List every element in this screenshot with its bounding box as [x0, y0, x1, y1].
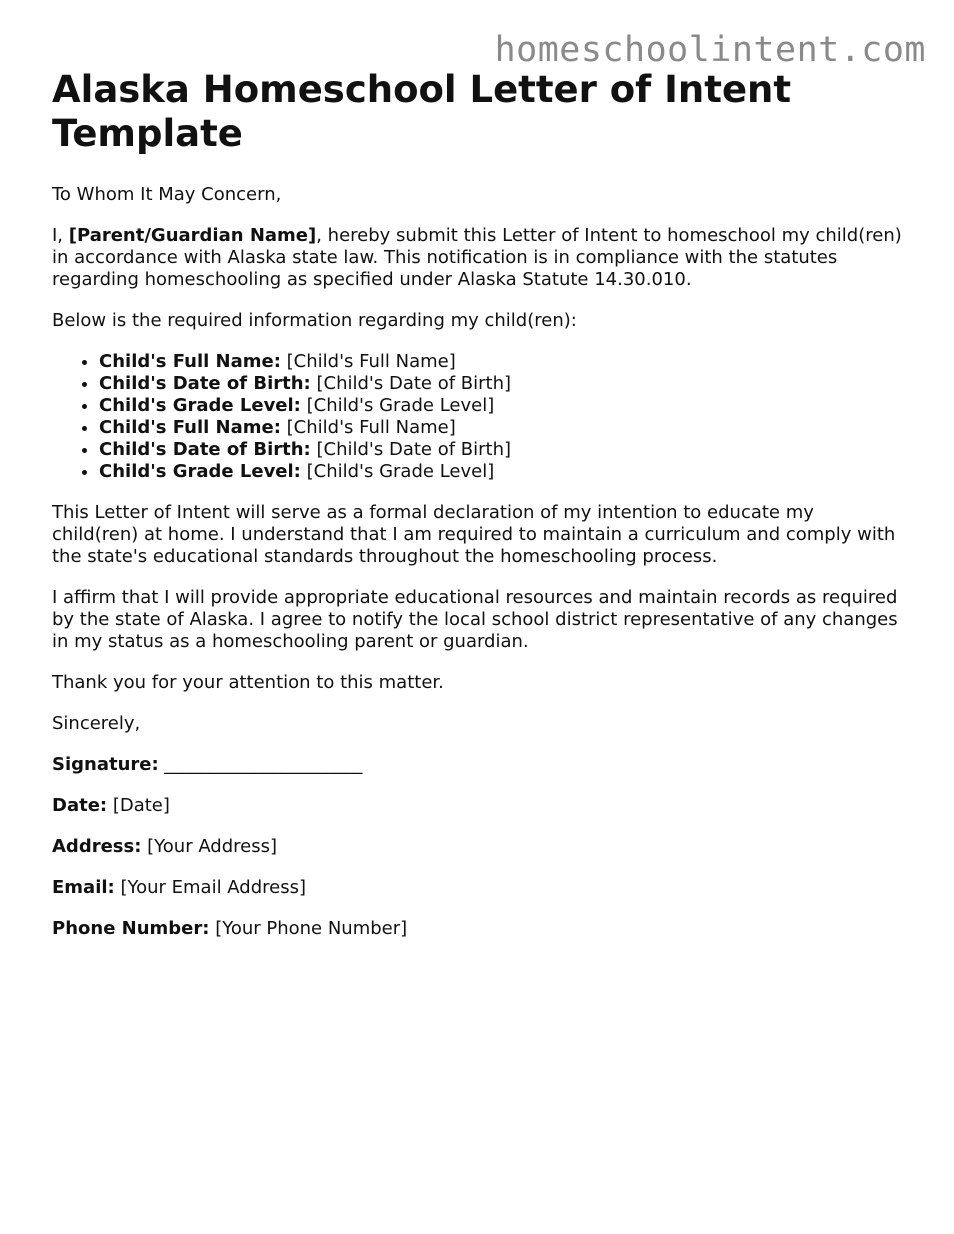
child-field-label: Child's Grade Level: — [99, 395, 301, 416]
address-value: [Your Address] — [141, 836, 278, 857]
list-item — [99, 395, 902, 417]
child-field-label: Child's Grade Level: — [99, 461, 301, 482]
child-field-label: Child's Full Name: — [99, 351, 281, 372]
date-field — [52, 795, 902, 817]
signature-line: ______________________ — [158, 754, 363, 775]
date-label: Date: — [52, 795, 108, 816]
child-field-value: [Child's Full Name] — [280, 351, 456, 372]
list-item — [99, 439, 902, 461]
email-value: [Your Email Address] — [114, 877, 307, 898]
site-watermark: homeschoolintent.com — [494, 30, 926, 70]
child-field-label: Child's Full Name: — [99, 417, 281, 438]
child-field-value: [Child's Date of Birth] — [310, 373, 512, 394]
email-label: Email: — [52, 877, 115, 898]
email-field — [52, 877, 902, 899]
parent-name-placeholder: [Parent/Guardian Name] — [68, 225, 317, 246]
child-field-label: Child's Date of Birth: — [99, 439, 311, 460]
letter-document — [52, 68, 902, 959]
declaration-paragraph: This Letter of Intent will serve as a formal declaration of my intention to educate my child(ren) at home. I understand that I am required to maintain a curriculum and comply with the state's educational standards throughout the homeschooling process. — [52, 502, 896, 567]
phone-field — [52, 918, 902, 940]
page-title: Alaska Homeschool Letter of Intent Template — [52, 68, 792, 155]
info-intro: Below is the required information regarding my child(ren): — [52, 310, 577, 331]
child-field-label: Child's Date of Birth: — [99, 373, 311, 394]
salutation: To Whom It May Concern, — [52, 184, 282, 205]
signature-label: Signature: — [52, 754, 159, 775]
intro-text: , hereby submit this Letter of Intent to homeschool my child(ren) in accordance with Alaska state law. This notification is in compliance with the statutes regarding homeschooling as specified under Alaska Statute 14.30.010. — [52, 225, 902, 290]
child-field-value: [Child's Grade Level] — [300, 461, 495, 482]
intro-prefix: I, — [52, 225, 69, 246]
phone-value: [Your Phone Number] — [209, 918, 408, 939]
closing-line: Sincerely, — [52, 713, 141, 734]
child-field-value: [Child's Full Name] — [280, 417, 456, 438]
phone-label: Phone Number: — [52, 918, 210, 939]
address-label: Address: — [52, 836, 142, 857]
signature-field — [52, 754, 902, 776]
thanks-line: Thank you for your attention to this matter. — [52, 672, 444, 693]
address-field — [52, 836, 902, 858]
child-field-value: [Child's Date of Birth] — [310, 439, 512, 460]
date-value: [Date] — [107, 795, 170, 816]
list-item — [99, 461, 902, 483]
list-item — [99, 417, 902, 439]
list-item — [99, 351, 902, 373]
intro-paragraph — [52, 225, 902, 291]
children-list — [52, 351, 902, 483]
child-field-value: [Child's Grade Level] — [300, 395, 495, 416]
list-item — [99, 373, 902, 395]
affirmation-paragraph: I affirm that I will provide appropriate educational resources and maintain records as required by the state of Alaska. I agree to notify the local school district representative of any changes in my status as a homeschooling parent or guardian. — [52, 587, 898, 652]
